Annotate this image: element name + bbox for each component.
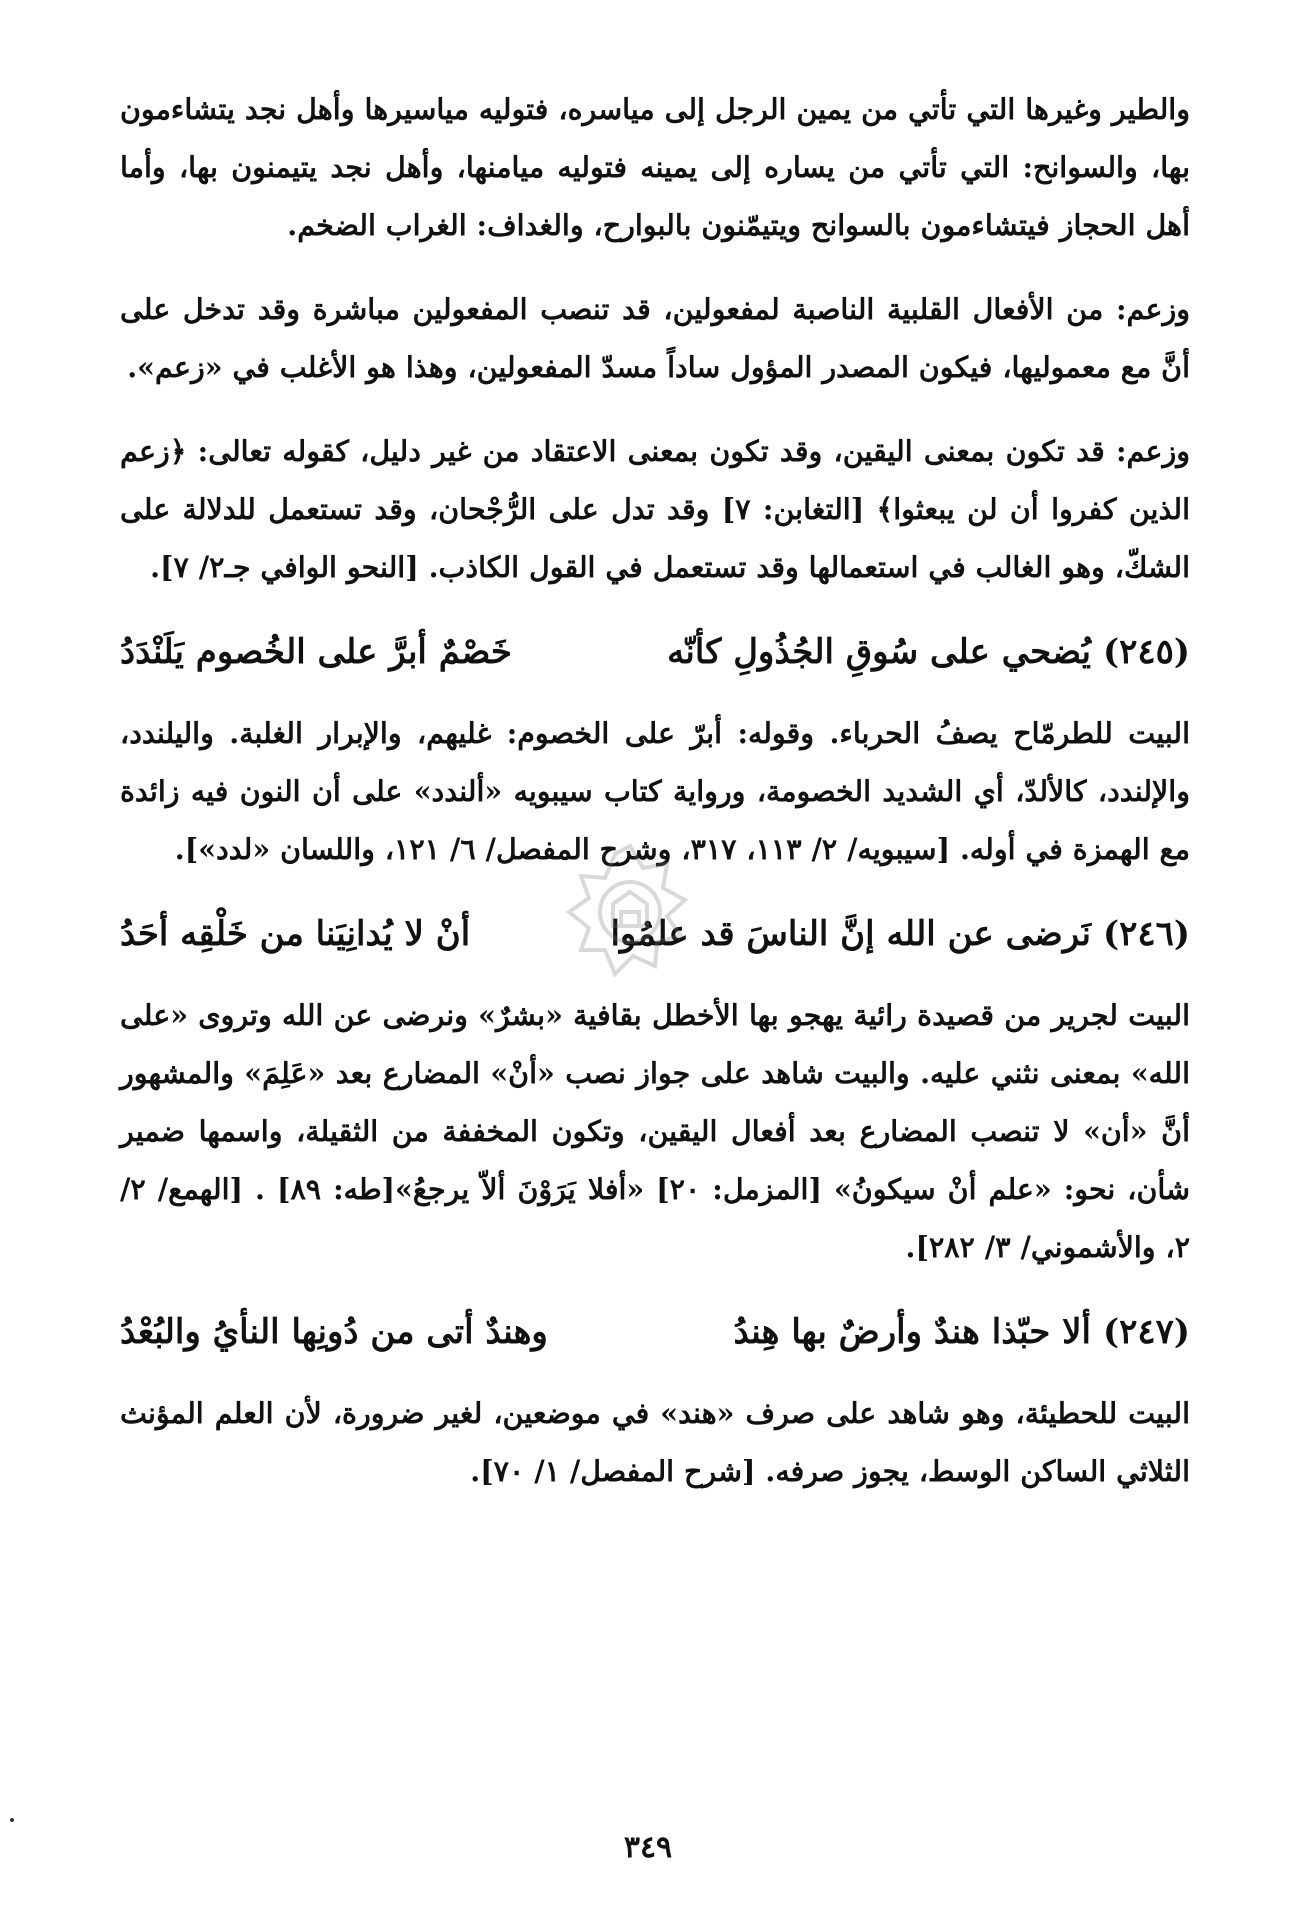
verse-first-hemistich: ألا حبّذا هندٌ وأرضٌ بها هِندُ <box>733 1312 1092 1352</box>
page-body <box>120 80 1190 1526</box>
verse-first-hemistich: نَرضى عن الله إنَّ الناسَ قد علمُوا <box>610 914 1092 954</box>
verse-245 <box>120 622 1190 682</box>
verse-second-hemistich: أنْ لا يُدانِيَنا من خَلْقِه أحَدُ <box>120 914 471 954</box>
verse-246 <box>120 904 1190 964</box>
paragraph-commentary-245: البيت للطرمّاح يصفُ الحرباء. وقوله: أبرّ على الخصوم: غليهم، والإبرار الغلبة. واليلندد، والإلندد، كالألدّ، أي الشديد الخصومة، ورواية كتاب سيبويه «ألندد» على أن النون فيه زائدة مع الهمزة في أوله. [سيبويه/ ٢/ ١١٣، ٣١٧، وشرح المفصل/ ٦/ ١٢١، واللسان «لدد»]. <box>120 716 1190 866</box>
verse-second-hemistich: وهندٌ أتى من دُونِها النأيُ والبُعْدُ <box>120 1312 548 1352</box>
verse-first-hemistich: يُضحي على سُوقِ الجُذُولِ كأنّه <box>667 632 1092 672</box>
verse-247 <box>120 1302 1190 1362</box>
verse-number: (٢٤٧) <box>1103 1312 1190 1352</box>
paragraph-birds-omens: والطير وغيرها التي تأتي من يمين الرجل إلى مياسره، فتوليه مياسيرها وأهل نجد يتشاءمون بها، والسوانح: التي تأتي من يساره إلى يمينه فتوليه ميامنها، وأهل نجد يتيمنون بها، وأما أهل الحجاز فيتشاءمون بالسوانح ويتيمّنون بالبوارح، والغداف: الغراب الضخم. <box>120 92 1190 242</box>
verse-second-hemistich: خَصْمٌ أبرَّ على الخُصوم يَلَنْدَدُ <box>120 632 512 672</box>
verse-number: (٢٤٦) <box>1103 914 1190 954</box>
paragraph-zaama-meanings: وزعم: قد تكون بمعنى اليقين، وقد تكون بمعنى الاعتقاد من غير دليل، كقوله تعالى: ﴿زعم الذين كفروا أن لن يبعثوا﴾ [التغابن: ٧] وقد تدل على الرُّجْحان، وقد تستعمل للدلالة على الشكّ، وهو الغالب في استعمالها وقد تستعمل في القول الكاذب. [النحو الوافي جـ٢/ ٧]. <box>120 434 1191 584</box>
scan-speck <box>10 1818 14 1822</box>
page-number: ٣٤٩ <box>623 1830 673 1865</box>
paragraph-commentary-247: البيت للحطيئة، وهو شاهد على صرف «هند» في موضعين، لغير ضرورة، لأن العلم المؤنث الثلاثي الساكن الوسط، يجوز صرفه. [شرح المفصل/ ١/ ٧٠]. <box>120 1396 1190 1488</box>
verse-number: (٢٤٥) <box>1103 632 1190 672</box>
paragraph-zaama-grammar: وزعم: من الأفعال القلبية الناصبة لمفعولين، قد تنصب المفعولين مباشرة وقد تدخل على أنَّ مع معموليها، فيكون المصدر المؤول ساداً مسدّ المفعولين، وهذا هو الأغلب في «زعم». <box>120 292 1190 384</box>
paragraph-commentary-246: البيت لجرير من قصيدة رائية يهجو بها الأخطل بقافية «بشرٌ» ونرضى عن الله وتروى «على الله» بمعنى نثني عليه. والبيت شاهد على جواز نصب «أنْ» المضارع بعد «عَلِمَ» والمشهور أنَّ «أن» لا تنصب المضارع بعد أفعال اليقين، وتكون المخففة من الثقيلة، واسمها ضمير شأن، نحو: «علم أنْ سيكونُ» [المزمل: ٢٠] «أفلا يَرَوْنَ ألاّ يرجعُ»[طه: ٨٩] . [الهمع/ ٢/ ٢، والأشموني/ ٣/ ٢٨٢]. <box>120 998 1190 1264</box>
